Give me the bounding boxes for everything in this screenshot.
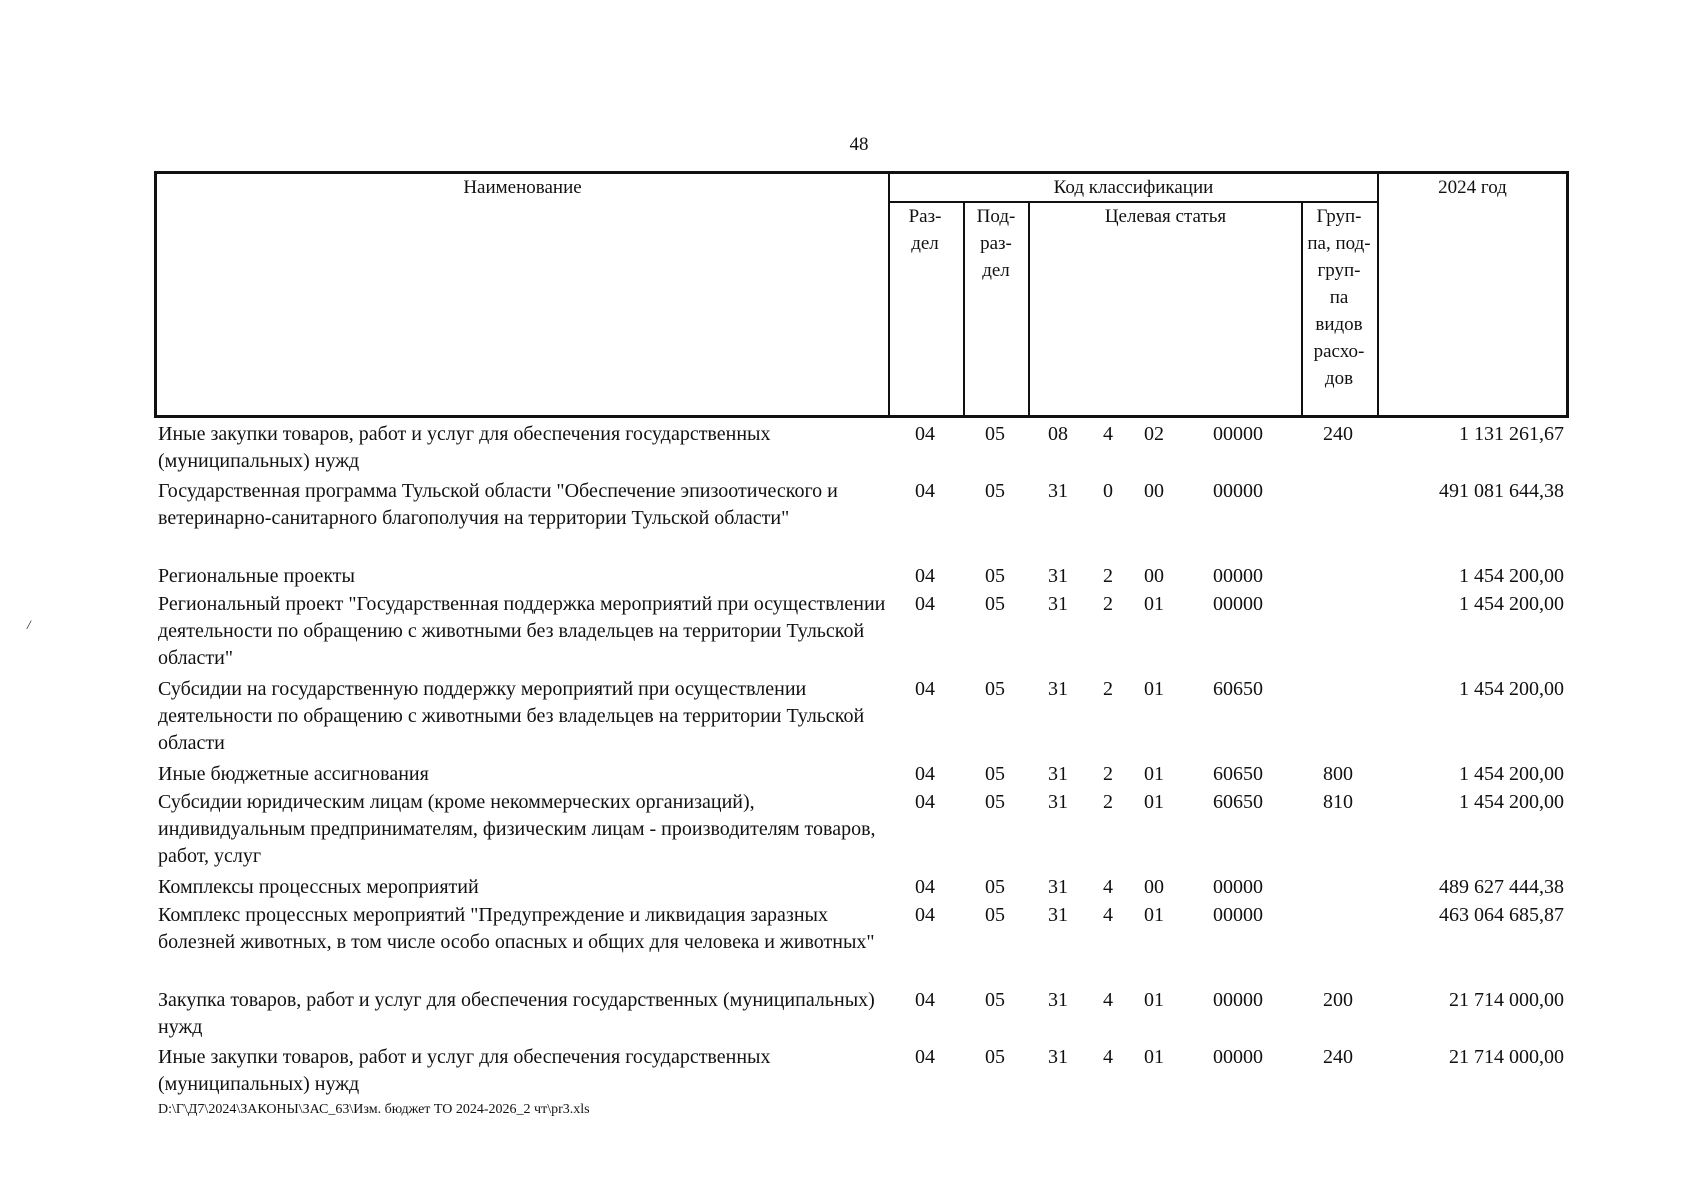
row-target-type: 2 bbox=[1103, 678, 1113, 700]
row-target-program: 31 bbox=[1048, 989, 1068, 1011]
row-name: Региональный проект "Государственная поддержка мероприятий при осуществлении деятельности по обращению с животными без владельцев на территории Тульской области" bbox=[158, 593, 886, 669]
row-name: Закупка товаров, работ и услуг для обеспечения государственных (муниципальных) нужд bbox=[158, 989, 875, 1038]
row-target-element: 01 bbox=[1144, 989, 1164, 1011]
row-name: Субсидии на государственную поддержку мероприятий при осуществлении деятельности по обращению с животными без владельцев на территории Тульской области bbox=[158, 678, 865, 754]
header-podrazdel: Под- раз- дел bbox=[976, 206, 1016, 281]
row-razdel: 04 bbox=[915, 423, 935, 445]
row-name: Иные закупки товаров, работ и услуг для обеспечения государственных (муниципальных) нужд bbox=[158, 1046, 771, 1095]
file-path-footer: D:\Г\Д7\2024\ЗАКОНЫ\ЗАС_63\Изм. бюджет ТО 2024-2026_2 чт\pr3.xls bbox=[158, 1102, 590, 1117]
row-target-element: 00 bbox=[1144, 876, 1164, 898]
row-target-direction: 60650 bbox=[1213, 791, 1263, 813]
row-target-direction: 00000 bbox=[1213, 989, 1263, 1011]
row-target-type: 2 bbox=[1103, 593, 1113, 615]
header-target: Целевая статья bbox=[1104, 206, 1227, 227]
row-target-program: 31 bbox=[1048, 1046, 1068, 1068]
header-razdel: Раз- дел bbox=[908, 206, 942, 254]
row-target-program: 31 bbox=[1048, 763, 1068, 785]
header-name: Наименование bbox=[463, 177, 582, 198]
row-podrazdel: 05 bbox=[985, 593, 1005, 615]
row-amount: 1 454 200,00 bbox=[1459, 763, 1564, 785]
row-amount: 21 714 000,00 bbox=[1449, 989, 1564, 1011]
row-name: Государственная программа Тульской области "Обеспечение эпизоотического и ветеринарно-санитарного благополучия на территории Тульской области" bbox=[158, 480, 838, 529]
row-target-direction: 60650 bbox=[1213, 763, 1263, 785]
divider bbox=[1301, 202, 1303, 417]
row-vid: 200 bbox=[1323, 989, 1353, 1011]
row-podrazdel: 05 bbox=[985, 904, 1005, 926]
row-podrazdel: 05 bbox=[985, 791, 1005, 813]
row-target-program: 31 bbox=[1048, 876, 1068, 898]
row-amount: 463 064 685,87 bbox=[1439, 904, 1564, 926]
row-target-direction: 00000 bbox=[1213, 904, 1263, 926]
divider bbox=[888, 173, 890, 417]
row-target-direction: 00000 bbox=[1213, 565, 1263, 587]
row-podrazdel: 05 bbox=[985, 1046, 1005, 1068]
row-target-program: 31 bbox=[1048, 904, 1068, 926]
row-razdel: 04 bbox=[915, 593, 935, 615]
row-name: Иные бюджетные ассигнования bbox=[158, 763, 429, 785]
row-target-program: 31 bbox=[1048, 593, 1068, 615]
row-amount: 491 081 644,38 bbox=[1439, 480, 1564, 502]
row-target-program: 31 bbox=[1048, 480, 1068, 502]
page-number: 48 bbox=[849, 134, 869, 155]
row-target-direction: 00000 bbox=[1213, 1046, 1263, 1068]
row-target-type: 4 bbox=[1103, 1046, 1113, 1068]
header-vid: Груп- па, под- груп- па видов расхо- дов bbox=[1307, 206, 1371, 389]
row-razdel: 04 bbox=[915, 904, 935, 926]
row-vid: 810 bbox=[1323, 791, 1353, 813]
row-razdel: 04 bbox=[915, 678, 935, 700]
divider bbox=[963, 202, 965, 417]
row-razdel: 04 bbox=[915, 989, 935, 1011]
row-vid: 800 bbox=[1323, 763, 1353, 785]
row-vid: 240 bbox=[1323, 1046, 1353, 1068]
row-target-element: 01 bbox=[1144, 904, 1164, 926]
row-target-type: 4 bbox=[1103, 904, 1113, 926]
stray-mark: / bbox=[27, 617, 31, 632]
row-target-type: 0 bbox=[1103, 480, 1113, 502]
row-target-element: 01 bbox=[1144, 593, 1164, 615]
row-amount: 1 454 200,00 bbox=[1459, 565, 1564, 587]
row-podrazdel: 05 bbox=[985, 678, 1005, 700]
row-podrazdel: 05 bbox=[985, 480, 1005, 502]
row-target-element: 00 bbox=[1144, 565, 1164, 587]
row-name: Региональные проекты bbox=[158, 565, 355, 587]
row-target-direction: 00000 bbox=[1213, 876, 1263, 898]
row-target-program: 31 bbox=[1048, 791, 1068, 813]
row-target-direction: 60650 bbox=[1213, 678, 1263, 700]
row-target-element: 01 bbox=[1144, 763, 1164, 785]
row-target-element: 01 bbox=[1144, 791, 1164, 813]
row-razdel: 04 bbox=[915, 565, 935, 587]
row-target-type: 2 bbox=[1103, 565, 1113, 587]
row-target-type: 2 bbox=[1103, 763, 1113, 785]
row-podrazdel: 05 bbox=[985, 876, 1005, 898]
row-amount: 1 454 200,00 bbox=[1459, 678, 1564, 700]
row-amount: 1 454 200,00 bbox=[1459, 791, 1564, 813]
row-razdel: 04 bbox=[915, 480, 935, 502]
row-name: Субсидии юридическим лицам (кроме некоммерческих организаций), индивидуальным предпринимателям, физическим лицам - производителям товаров, работ, услуг bbox=[158, 791, 876, 867]
row-razdel: 04 bbox=[915, 876, 935, 898]
row-target-type: 4 bbox=[1103, 423, 1113, 445]
row-target-program: 31 bbox=[1048, 565, 1068, 587]
row-amount: 489 627 444,38 bbox=[1439, 876, 1564, 898]
row-razdel: 04 bbox=[915, 1046, 935, 1068]
row-target-type: 2 bbox=[1103, 791, 1113, 813]
row-target-program: 31 bbox=[1048, 678, 1068, 700]
row-podrazdel: 05 bbox=[985, 989, 1005, 1011]
row-amount: 1 454 200,00 bbox=[1459, 593, 1564, 615]
header-code-group: Код классификации bbox=[1053, 177, 1214, 198]
row-razdel: 04 bbox=[915, 791, 935, 813]
divider bbox=[1028, 202, 1030, 417]
row-target-element: 01 bbox=[1144, 678, 1164, 700]
row-target-direction: 00000 bbox=[1213, 480, 1263, 502]
row-amount: 1 131 261,67 bbox=[1459, 423, 1564, 445]
row-amount: 21 714 000,00 bbox=[1449, 1046, 1564, 1068]
row-target-element: 00 bbox=[1144, 480, 1164, 502]
row-podrazdel: 05 bbox=[985, 763, 1005, 785]
row-podrazdel: 05 bbox=[985, 565, 1005, 587]
row-target-program: 08 bbox=[1048, 423, 1068, 445]
row-target-type: 4 bbox=[1103, 876, 1113, 898]
row-podrazdel: 05 bbox=[985, 423, 1005, 445]
row-name: Комплексы процессных мероприятий bbox=[158, 876, 479, 898]
row-name: Комплекс процессных мероприятий "Предупреждение и ликвидация заразных болезней животных, в том числе особо опасных и общих для человека и животных" bbox=[158, 904, 875, 953]
row-target-element: 02 bbox=[1144, 423, 1164, 445]
row-target-type: 4 bbox=[1103, 989, 1113, 1011]
row-target-direction: 00000 bbox=[1213, 593, 1263, 615]
row-vid: 240 bbox=[1323, 423, 1353, 445]
row-target-direction: 00000 bbox=[1213, 423, 1263, 445]
row-name: Иные закупки товаров, работ и услуг для обеспечения государственных (муниципальных) нужд bbox=[158, 423, 771, 472]
divider bbox=[1377, 173, 1379, 417]
row-target-element: 01 bbox=[1144, 1046, 1164, 1068]
row-razdel: 04 bbox=[915, 763, 935, 785]
header-year: 2024 год bbox=[1438, 177, 1507, 198]
